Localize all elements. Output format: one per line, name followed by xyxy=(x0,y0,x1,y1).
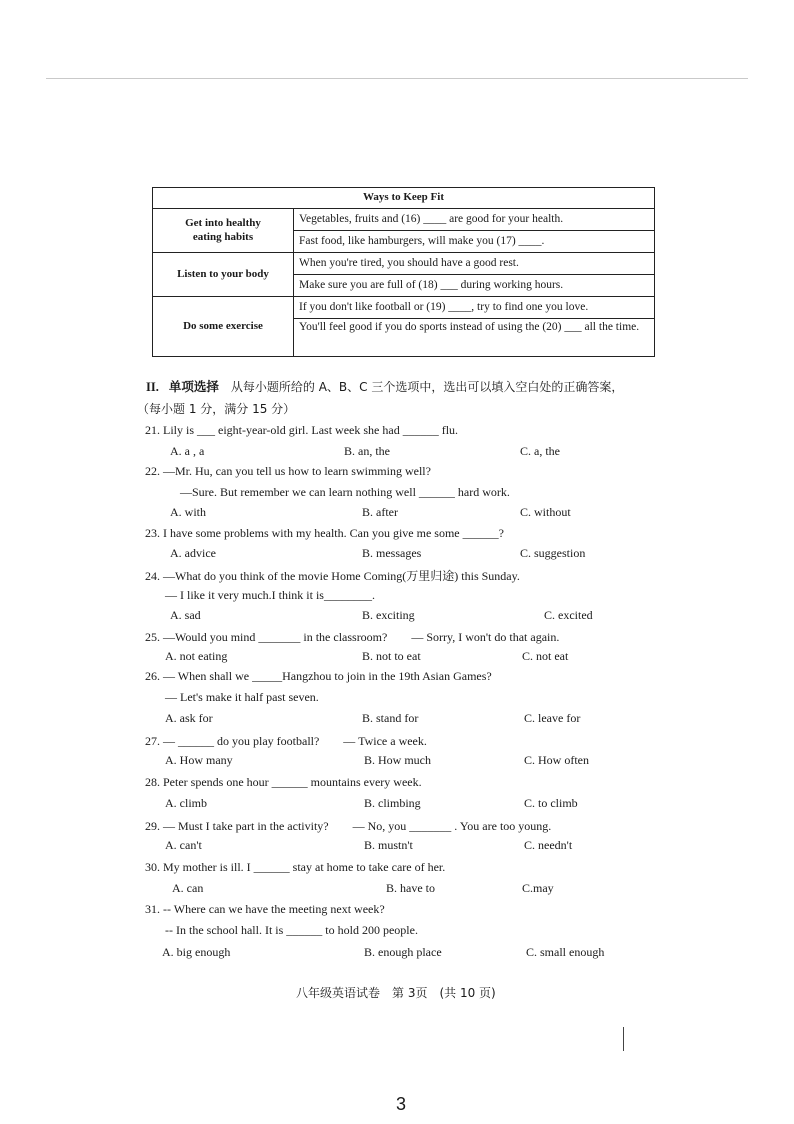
page-number: 3 xyxy=(396,1094,407,1114)
table-cell: When you're tired, you should have a good rest. xyxy=(294,253,655,275)
question-28: 28. Peter spends one hour ______ mountains every week. xyxy=(145,775,422,789)
option-b: B. have to xyxy=(386,881,435,895)
table-cell: Vegetables, fruits and (16) ____ are good for your health. xyxy=(294,209,655,231)
question-31-reply: -- In the school hall. It is ______ to hold 200 people. xyxy=(165,923,418,937)
section-score: （每小题 1 分，满分 15 分） xyxy=(137,402,296,416)
question-29: 29. — Must I take part in the activity? — No, you _______ . You are too young. xyxy=(145,819,552,833)
question-23: 23. I have some problems with my health. Can you give me some ______? xyxy=(145,526,504,540)
option-c: C. suggestion xyxy=(520,546,586,560)
category-label: Do some exercise xyxy=(183,319,263,332)
ways-to-keep-fit-table xyxy=(152,187,655,357)
option-c: C. small enough xyxy=(526,945,605,959)
option-c: C. leave for xyxy=(524,711,581,725)
option-b: B. messages xyxy=(362,546,422,560)
top-rule xyxy=(46,78,748,79)
table-cell: Make sure you are full of (18) ___ during working hours. xyxy=(294,275,655,297)
option-a: A. a , a xyxy=(170,444,205,458)
option-c: C. not eat xyxy=(522,649,569,663)
option-b: B. after xyxy=(362,505,398,519)
question-24-reply: — I like it very much.I think it is________. xyxy=(165,588,375,602)
option-a: A. can xyxy=(172,881,204,895)
option-c: C. excited xyxy=(544,608,593,622)
section-title: 单项选择 xyxy=(168,379,219,394)
option-b: B. climbing xyxy=(364,796,421,810)
option-c: C. needn't xyxy=(524,838,573,852)
option-a: A. How many xyxy=(165,753,233,767)
table-cell: Fast food, like hamburgers, will make you (17) ____. xyxy=(294,231,655,253)
option-b: B. exciting xyxy=(362,608,415,622)
table-cell: If you don't like football or (19) ____, try to find one you love. xyxy=(294,297,655,319)
option-b: B. stand for xyxy=(362,711,419,725)
option-b: B. an, the xyxy=(344,444,390,458)
scan-mark xyxy=(623,1027,624,1051)
option-a: A. big enough xyxy=(162,945,231,959)
table-cell: You'll feel good if you do sports instead of using the (20) ___ all the time. xyxy=(294,319,655,357)
option-a: A. sad xyxy=(170,608,201,622)
question-27: 27. — ______ do you play football? — Twice a week. xyxy=(145,734,427,748)
option-a: A. not eating xyxy=(165,649,228,663)
question-21: 21. Lily is ___ eight-year-old girl. Last week she had ______ flu. xyxy=(145,423,459,437)
category-label: Listen to your body xyxy=(177,267,269,280)
question-22: 22. —Mr. Hu, can you tell us how to learn swimming well? xyxy=(145,464,431,478)
option-a: A. climb xyxy=(165,796,207,810)
option-b: B. not to eat xyxy=(362,649,421,663)
option-a: A. with xyxy=(170,505,206,519)
question-26: 26. — When shall we _____Hangzhou to join in the 19th Asian Games? xyxy=(145,669,492,683)
category-listen xyxy=(153,253,294,297)
option-a: A. advice xyxy=(170,546,216,560)
category-label: Get into healthy xyxy=(185,217,261,230)
question-25: 25. —Would you mind _______ in the classroom? — Sorry, I won't do that again. xyxy=(145,630,560,644)
option-c: C. a, the xyxy=(520,444,560,458)
option-c: C. to climb xyxy=(524,796,578,810)
page-footer: 八年级英语试卷 第 3页 (共 10 页) xyxy=(296,986,496,1000)
question-22-reply: —Sure. But remember we can learn nothing well ______ hard work. xyxy=(180,485,510,499)
section-header xyxy=(146,377,623,395)
category-eating xyxy=(153,209,294,253)
question-26-reply: — Let's make it half past seven. xyxy=(165,690,319,704)
option-b: B. How much xyxy=(364,753,431,767)
option-c: C. without xyxy=(520,505,571,519)
section-instruction: 从每小题所给的 A、B、C 三个选项中，选出可以填入空白处的正确答案， xyxy=(230,380,624,394)
question-30: 30. My mother is ill. I ______ stay at home to take care of her. xyxy=(145,860,446,874)
option-a: A. can't xyxy=(165,838,202,852)
category-exercise xyxy=(153,297,294,357)
option-c: C. How often xyxy=(524,753,589,767)
section-number: II. xyxy=(146,380,159,394)
option-c: C.may xyxy=(522,881,554,895)
question-31: 31. -- Where can we have the meeting next week? xyxy=(145,902,385,916)
option-a: A. ask for xyxy=(165,711,213,725)
category-label: eating habits xyxy=(192,230,254,243)
option-b: B. mustn't xyxy=(364,838,413,852)
question-24: 24. —What do you think of the movie Home Coming(万里归途) this Sunday. xyxy=(145,569,520,583)
option-b: B. enough place xyxy=(364,945,442,959)
table-title: Ways to Keep Fit xyxy=(153,188,655,209)
